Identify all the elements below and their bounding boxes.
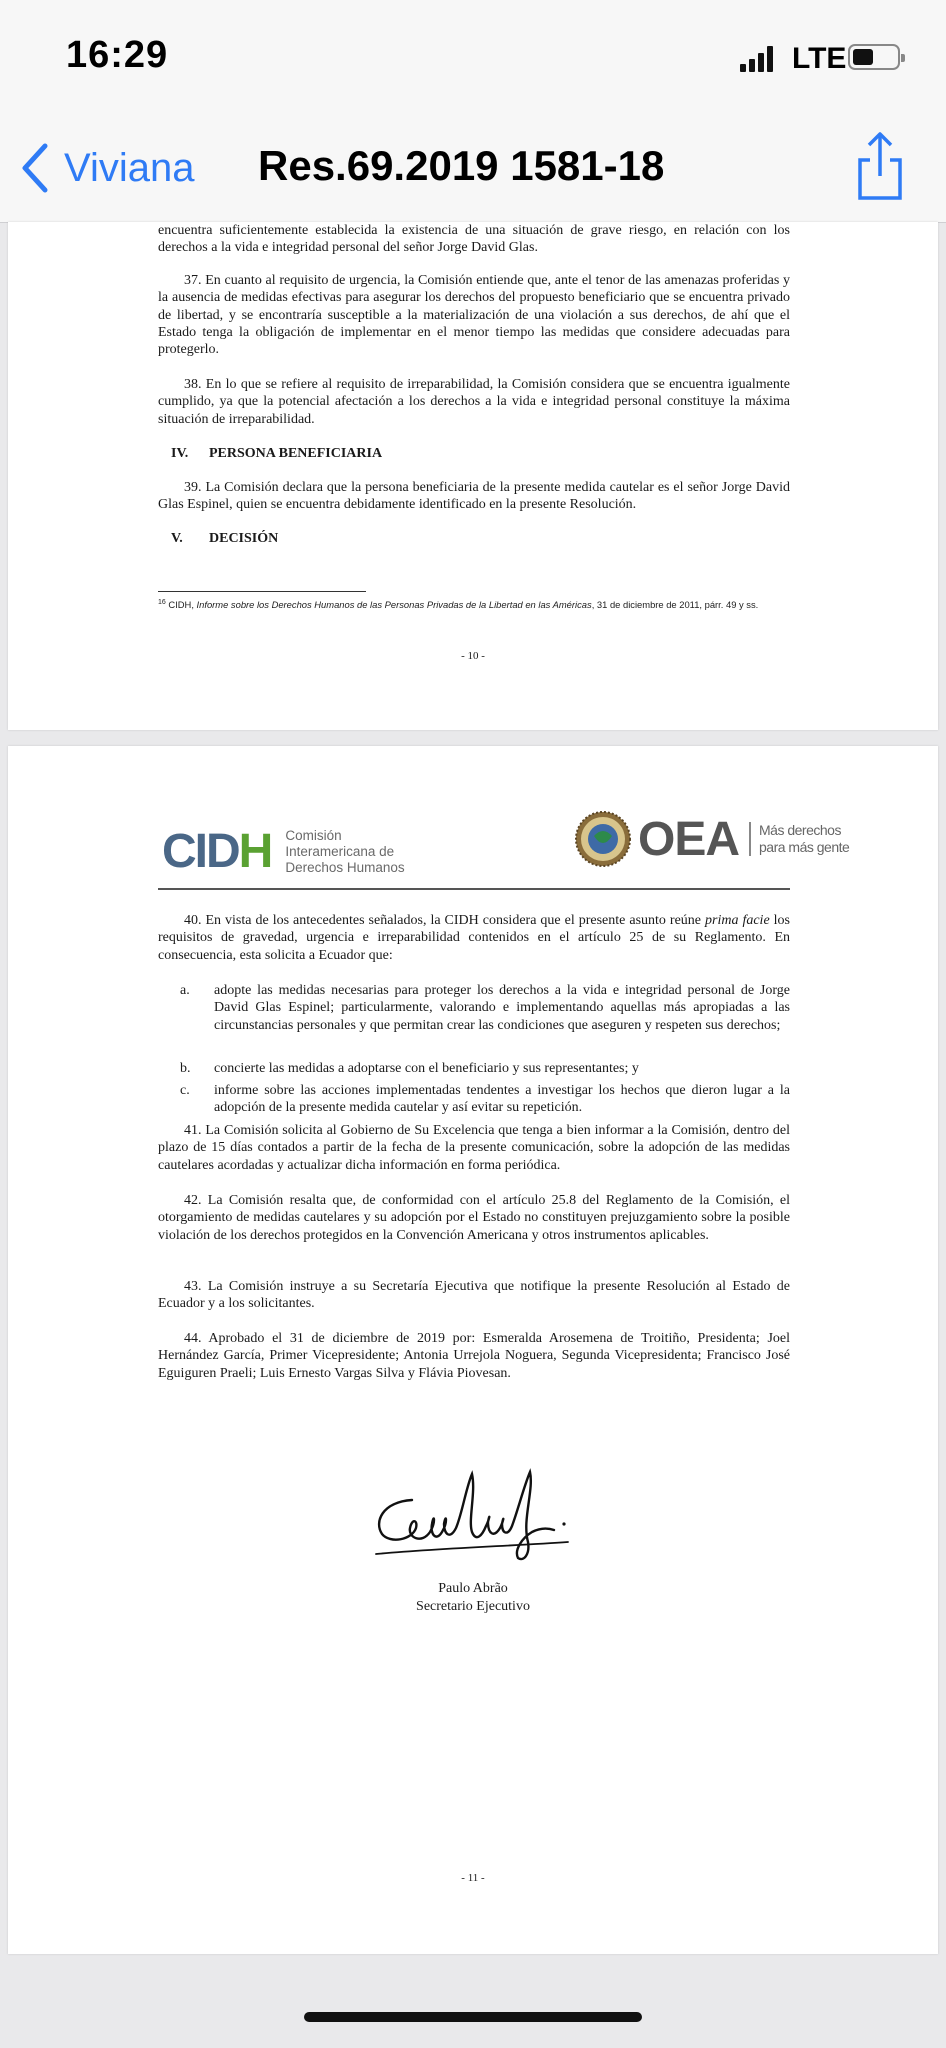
navigation-bar bbox=[0, 120, 946, 223]
back-button[interactable] bbox=[20, 138, 194, 198]
status-bar bbox=[0, 0, 946, 120]
signer-name: Paulo Abrão bbox=[438, 1581, 508, 1596]
document-page-10 bbox=[8, 222, 938, 730]
status-time: 16:29 bbox=[66, 34, 169, 76]
section-heading-v: V. DECISIÓN bbox=[171, 531, 279, 546]
back-button-label: Viviana bbox=[64, 145, 195, 190]
list-item-c: c. informe sobre las acciones implementadas tendentes a investigar los hechos que dieron lugar a la adopción de la presente medida cautelar y así evitar su repetición. bbox=[180, 1083, 790, 1116]
chevron-left-icon bbox=[20, 142, 50, 194]
paragraph-42: 42. La Comisión resalta que, de conformidad con el artículo 25.8 del Reglamento de la Comisión, el otorgamiento de medidas cautelares y su adopción por el Estado no constituyen prejuzgamiento sobre la posible violación de los derechos protegidos en la Convención Americana y otros instrumentos aplicables. bbox=[158, 1193, 790, 1243]
share-button[interactable] bbox=[852, 130, 908, 202]
paragraph-39: 39. La Comisión declara que la persona beneficiaria de la presente medida cautelar es el señor Jorge David Glas Espinel, quien se encuentra debidamente identificado en la presente Resolución. bbox=[158, 480, 790, 513]
header-divider bbox=[158, 888, 790, 890]
page-number: - 10 - bbox=[461, 650, 485, 662]
paragraph-44: 44. Aprobado el 31 de diciembre de 2019 por: Esmeralda Arosemena de Troitiño, Presidenta; Joel Hernández García, Primer Vicepresidente; Antonia Urrejola Noguera, Segunda Vicepresidenta; Francisco José Eguiguren Praeli; Luis Ernesto Vargas Silva y Flávia Piovesan. bbox=[158, 1331, 790, 1381]
signature bbox=[372, 1462, 582, 1572]
battery-icon bbox=[848, 44, 900, 70]
paragraph-38: 38. En lo que se refiere al requisito de irreparabilidad, la Comisión considera que se encuentra igualmente cumplido, ya que la potencial afectación a los derechos a la vida e integridad personal constituye la máxima situación de irreparabilidad. bbox=[158, 377, 790, 427]
list-item-a: a. adopte las medidas necesarias para proteger los derechos a la vida e integridad personal de Jorge David Glas Espinel; particularmente, valorando e implementando aquellas más apropiadas a las circunstancias personales y que permitan crear las condiciones que aseguren y respeten sus derechos; bbox=[180, 983, 790, 1033]
paragraph-continuation: encuentra suficientemente establecida la existencia de una situación de grave riesgo, en relación con los derechos a la vida e integridad personal del señor Jorge David Glas. bbox=[158, 223, 790, 256]
signer-title: Secretario Ejecutivo bbox=[416, 1599, 530, 1614]
paragraph-37: 37. En cuanto al requisito de urgencia, la Comisión entiende que, ante el tenor de las amenazas proferidas y la ausencia de medidas efectivas para asegurar los derechos del propuesto beneficiario que se encuentra privado de libertad, y se encontraría susceptible a la materialización de una violación a sus derechos, de ahí que el Estado tenga la obligación de implementar en el menor tiempo las medidas que considere adecuadas para protegerlo. bbox=[158, 273, 790, 358]
document-page-11 bbox=[8, 746, 938, 1954]
cidh-logo: CIDH Comisión Interamericana de Derechos Humanos bbox=[162, 825, 405, 878]
page-number: - 11 - bbox=[461, 1872, 485, 1884]
network-type: LTE bbox=[792, 42, 847, 75]
home-indicator[interactable] bbox=[304, 2012, 642, 2022]
share-icon bbox=[852, 130, 908, 202]
oea-logo: OEA Más derechos para más gente bbox=[574, 810, 849, 868]
paragraph-40: 40. En vista de los antecedentes señalados, la CIDH considera que el presente asunto reúne prima facie los requisitos de gravedad, urgencia e irreparabilidad contenidos en el artículo 25 de su Reglamento. En consecuencia, esta solicita a Ecuador que: bbox=[158, 913, 790, 963]
document-title: Res.69.2019 1581-18 bbox=[258, 142, 665, 189]
oea-seal-icon bbox=[574, 810, 632, 868]
footnote-divider bbox=[158, 591, 366, 592]
paragraph-43: 43. La Comisión instruye a su Secretaría Ejecutiva que notifique la presente Resolución al Estado de Ecuador y a los solicitantes. bbox=[158, 1279, 790, 1312]
footnote: $^{16}$ CIDH, Informe sobre los Derechos Humanos de las Personas Privadas de la Libertad en las Américas, 31 de diciembre de 2011, párr. 49 y ss. bbox=[158, 599, 759, 611]
signal-strength-icon bbox=[740, 46, 776, 72]
paragraph-41: 41. La Comisión solicita al Gobierno de Su Excelencia que tenga a bien informar a la Comisión, dentro del plazo de 15 días contados a partir de la fecha de la presente comunicación, sobre la adopción de las medidas cautelares acordadas y actualizar dicha información en forma periódica. bbox=[158, 1123, 790, 1173]
list-item-b: b. concierte las medidas a adoptarse con el beneficiario y sus representantes; y bbox=[180, 1061, 639, 1076]
section-heading-iv: IV. PERSONA BENEFICIARIA bbox=[171, 446, 383, 461]
